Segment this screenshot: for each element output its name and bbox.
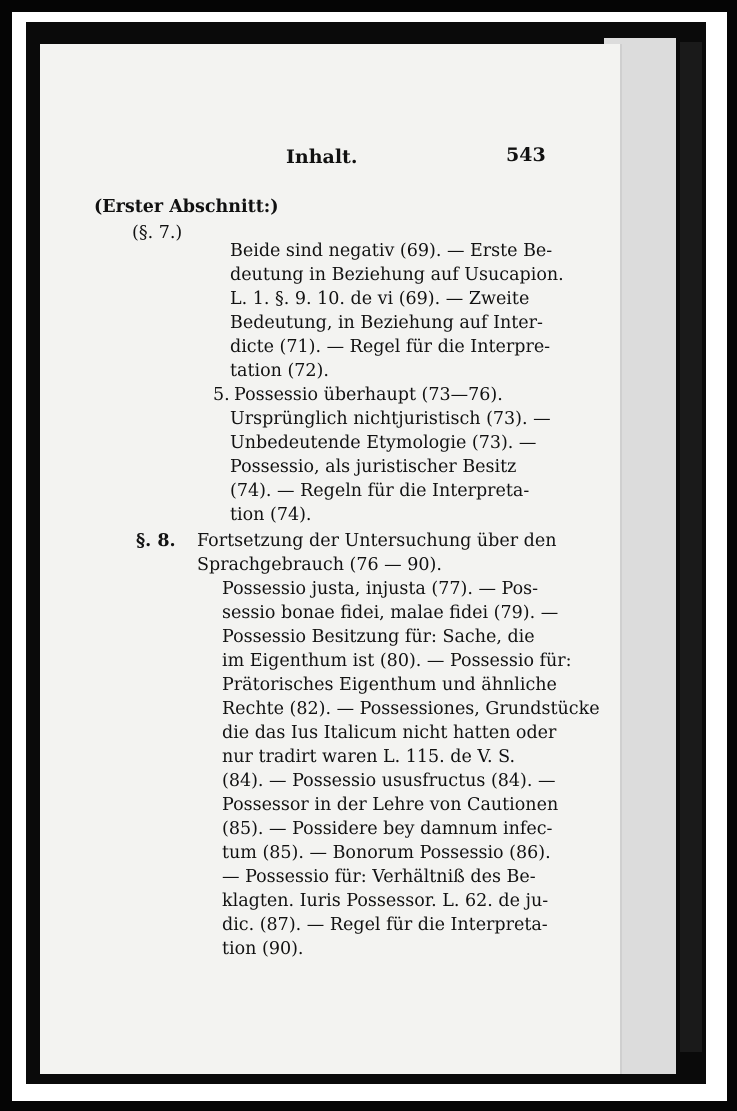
book-page bbox=[40, 44, 620, 1074]
page-header-title: Inhalt. bbox=[286, 146, 358, 168]
paragraph-heading: Fortsetzung der Untersuchung über den bbox=[197, 531, 557, 551]
book-spine bbox=[680, 42, 702, 1052]
text-line: im Eigenthum ist (80). — Possessio für: bbox=[222, 651, 572, 671]
text-line: sessio bonae fidei, malae fidei (79). — bbox=[222, 603, 559, 623]
text-line: L. 1. §. 9. 10. de vi (69). — Zweite bbox=[230, 289, 530, 309]
text-line: Prätorisches Eigenthum und ähnliche bbox=[222, 675, 557, 695]
text-line: tum (85). — Bonorum Possessio (86). bbox=[222, 843, 551, 863]
text-line: Possessio Besitzung für: Sache, die bbox=[222, 627, 535, 647]
text-line: Ursprünglich nichtjuristisch (73). — bbox=[230, 409, 551, 429]
text-line: Rechte (82). — Possessiones, Grundstücke bbox=[222, 699, 600, 719]
text-line: tion (74). bbox=[230, 505, 312, 525]
text-line: dic. (87). — Regel für die Interpreta- bbox=[222, 915, 548, 935]
text-line: Possessio, als juristischer Besitz bbox=[230, 457, 517, 477]
text-line: tation (72). bbox=[230, 361, 329, 381]
paragraph-heading: Sprachgebrauch (76 — 90). bbox=[197, 555, 442, 575]
item-number: 5. bbox=[213, 385, 230, 405]
text-line: klagten. Iuris Possessor. L. 62. de ju- bbox=[222, 891, 549, 911]
text-line: nur tradirt waren L. 115. de V. S. bbox=[222, 747, 516, 767]
text-line: Possessio justa, injusta (77). — Pos- bbox=[222, 579, 539, 599]
text-line: Bedeutung, in Beziehung auf Inter- bbox=[230, 313, 543, 333]
page-number: 543 bbox=[506, 144, 546, 166]
text-line: deutung in Beziehung auf Usucapion. bbox=[230, 265, 564, 285]
text-line: dicte (71). — Regel für die Interpre- bbox=[230, 337, 551, 357]
text-line: Beide sind negativ (69). — Erste Be- bbox=[230, 241, 553, 261]
text-line: die das Ius Italicum nicht hatten oder bbox=[222, 723, 557, 743]
text-line: Unbedeutende Etymologie (73). — bbox=[230, 433, 537, 453]
paragraph-label: §. 8. bbox=[136, 531, 176, 551]
text-line: tion (90). bbox=[222, 939, 304, 959]
text-line: Possessor in der Lehre von Cautionen bbox=[222, 795, 559, 815]
text-line: (84). — Possessio ususfructus (84). — bbox=[222, 771, 556, 791]
text-line: — Possessio für: Verhältniß des Be- bbox=[222, 867, 536, 887]
section-label: (Erster Abschnitt:) bbox=[94, 197, 279, 217]
text-line: (74). — Regeln für die Interpreta- bbox=[230, 481, 530, 501]
item-heading: Possessio überhaupt (73—76). bbox=[234, 385, 503, 405]
text-line: (85). — Possidere bey damnum infec- bbox=[222, 819, 553, 839]
paragraph-label: (§. 7.) bbox=[132, 223, 183, 243]
